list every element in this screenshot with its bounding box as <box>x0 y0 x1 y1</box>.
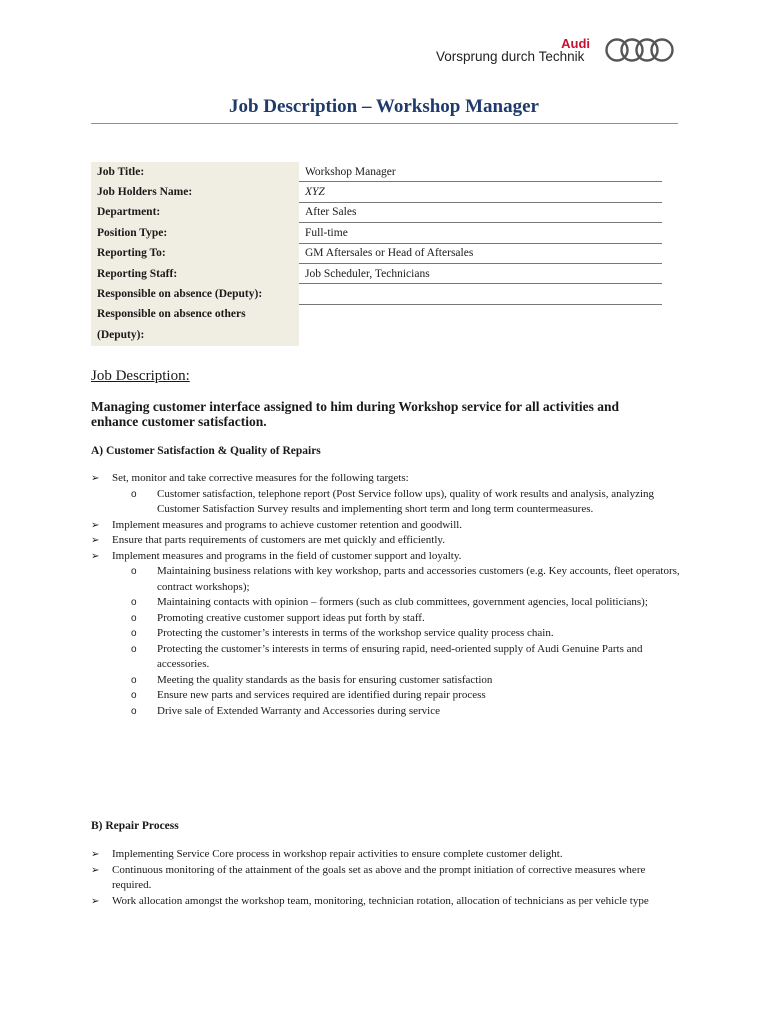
circle-bullet-icon: o <box>131 488 137 500</box>
row-value: After Sales <box>299 202 662 222</box>
bullet-text: Continuous monitoring of the attainment of the goals set as above and the prompt initiation of corrective measures where required. <box>112 863 646 891</box>
table-row <box>91 182 662 202</box>
sub-list-item <box>91 704 681 720</box>
list-item <box>91 847 681 863</box>
row-value: GM Aftersales or Head of Aftersales <box>299 243 662 263</box>
sub-bullet-text: Customer satisfaction, telephone report (Post Service follow ups), quality of work results and analysis, analyzing Customer Satisfaction Survey results and implementing short term and long term countermeasures. <box>157 487 655 515</box>
row-label: Job Title: <box>91 162 299 182</box>
sub-list-item <box>91 595 681 611</box>
row-label: Responsible on absence (Deputy): <box>91 284 299 304</box>
sub-list-item <box>91 673 681 689</box>
circle-bullet-icon: o <box>131 674 137 686</box>
table-row <box>91 304 662 346</box>
sub-bullet-text: Promoting creative customer support ideas put forth by staff. <box>157 611 425 624</box>
arrow-bullet-icon: ➢ <box>91 849 100 860</box>
section-a-heading: A) Customer Satisfaction & Quality of Repairs <box>91 445 321 457</box>
sub-list-item <box>91 688 681 704</box>
title-divider <box>91 123 678 124</box>
brand-slogan: Vorsprung durch Technik <box>436 49 585 64</box>
sub-list-item <box>91 611 681 627</box>
table-row <box>91 162 662 182</box>
arrow-bullet-icon: ➢ <box>91 535 100 546</box>
list-item <box>91 518 681 534</box>
circle-bullet-icon: o <box>131 705 137 717</box>
bullet-text: Set, monitor and take corrective measures for the following targets: <box>112 472 409 484</box>
circle-bullet-icon: o <box>131 690 137 701</box>
job-description-heading: Job Description: <box>91 368 190 384</box>
circle-bullet-icon: o <box>131 597 137 608</box>
arrow-bullet-icon: ➢ <box>91 519 100 531</box>
bullet-text: Ensure that parts requirements of customers are met quickly and efficiently. <box>112 534 445 546</box>
bullet-text: Implement measures and programs to achieve customer retention and goodwill. <box>112 518 463 531</box>
sub-list-item <box>91 564 681 595</box>
row-value: Full-time <box>299 223 662 243</box>
table-row <box>91 243 662 263</box>
sub-bullet-text: Maintaining contacts with opinion – formers (such as club committees, government agencies, local politicians); <box>157 596 648 608</box>
bullet-text: Implementing Service Core process in workshop repair activities to ensure complete customer delight. <box>112 848 563 860</box>
sub-bullet-text: Protecting the customer’s interests in terms of ensuring rapid, need-oriented supply of Audi Genuine Parts and accessories. <box>157 642 643 670</box>
section-b-heading: B) Repair Process <box>91 820 179 832</box>
job-info-table <box>91 162 662 346</box>
section-b-list <box>91 847 681 909</box>
list-item <box>91 471 681 487</box>
row-value <box>299 284 662 304</box>
circle-bullet-icon: o <box>131 566 137 577</box>
sub-bullet-text: Drive sale of Extended Warranty and Accessories during service <box>157 704 440 717</box>
row-label: Responsible on absence others (Deputy): <box>91 304 299 346</box>
document-title: Job Description – Workshop Manager <box>228 96 539 117</box>
sub-list-item <box>91 487 681 518</box>
row-label: Job Holders Name: <box>91 182 299 202</box>
table-row <box>91 223 662 243</box>
brand-header <box>436 36 676 68</box>
row-label: Department: <box>91 202 299 222</box>
table-row <box>91 284 662 304</box>
sub-list-item <box>91 642 681 673</box>
row-label: Reporting To: <box>91 243 299 263</box>
job-summary: Managing customer interface assigned to him during Workshop service for all activities and enhance customer satisfaction. <box>91 399 619 429</box>
arrow-bullet-icon: ➢ <box>91 895 100 907</box>
row-value: Job Scheduler, Technicians <box>299 263 662 283</box>
list-item <box>91 533 681 549</box>
row-value <box>299 304 662 346</box>
brand-name: Audi <box>561 36 590 51</box>
list-item <box>91 549 681 565</box>
row-value: XYZ <box>299 182 662 202</box>
sub-bullet-text: Maintaining business relations with key workshop, parts and accessories customers (e.g. Key accounts, fleet operators, contract workshops); <box>157 565 680 593</box>
table-row <box>91 263 662 283</box>
sub-bullet-text: Protecting the customer’s interests in terms of the workshop service quality process chain. <box>157 627 554 639</box>
arrow-bullet-icon: ➢ <box>91 473 100 484</box>
circle-bullet-icon: o <box>131 628 137 639</box>
list-item <box>91 863 681 894</box>
row-label: Position Type: <box>91 223 299 243</box>
circle-bullet-icon: o <box>131 612 137 624</box>
list-item <box>91 894 681 910</box>
sub-bullet-text: Ensure new parts and services required are identified during repair process <box>157 689 486 701</box>
arrow-bullet-icon: ➢ <box>91 550 100 562</box>
circle-bullet-icon: o <box>131 643 137 655</box>
sub-list-item <box>91 626 681 642</box>
bullet-text: Implement measures and programs in the field of customer support and loyalty. <box>112 549 462 562</box>
sub-bullet-text: Meeting the quality standards as the basis for ensuring customer satisfaction <box>157 673 493 686</box>
section-a-list <box>91 471 681 719</box>
row-label: Reporting Staff: <box>91 263 299 283</box>
arrow-bullet-icon: ➢ <box>91 864 100 876</box>
bullet-text: Work allocation amongst the workshop team, monitoring, technician rotation, allocation of technicians as per vehicle type <box>112 894 649 907</box>
row-value: Workshop Manager <box>299 162 662 182</box>
table-row <box>91 202 662 222</box>
four-rings-logo-icon <box>605 35 675 65</box>
